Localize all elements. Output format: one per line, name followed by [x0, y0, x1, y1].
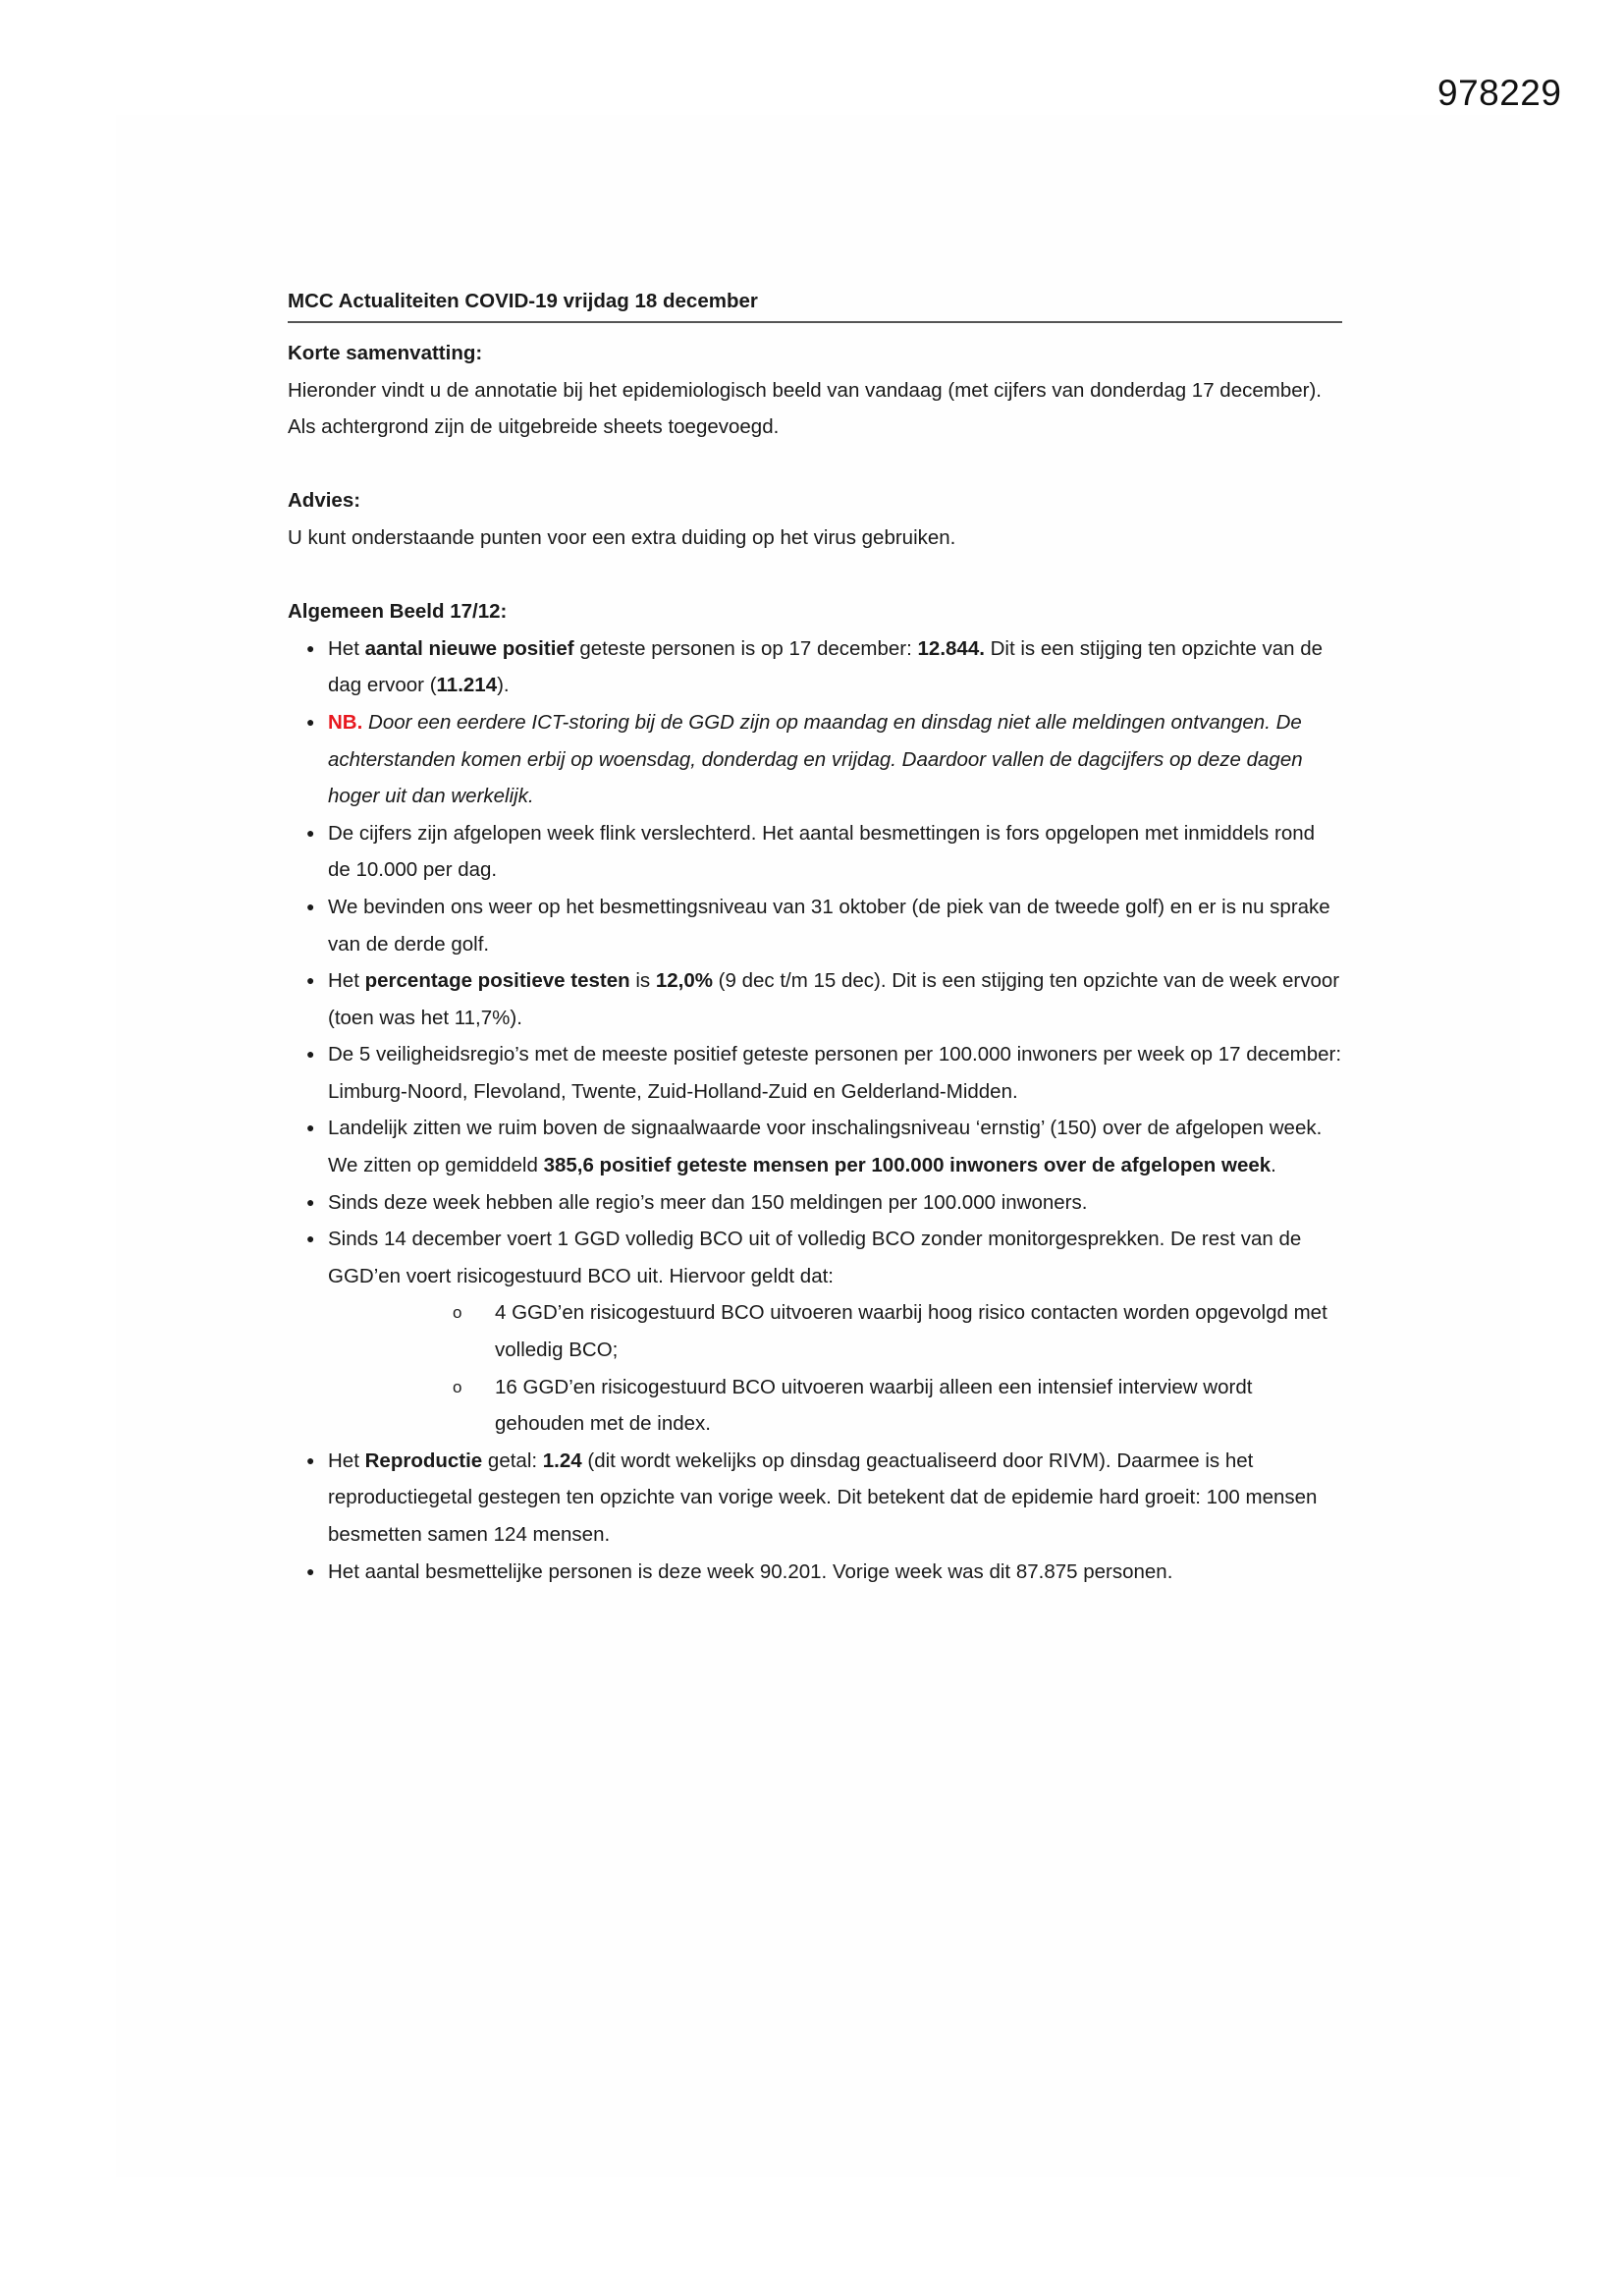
- bullet-icon: ●: [306, 1193, 315, 1210]
- text: Sinds 14 december voert 1 GGD volledig BCO uit of volledig BCO zonder monitorgesprekken. De rest van de GGD’en voert risicogestuurd BCO uit. Hiervoor geldt dat:: [328, 1228, 1302, 1287]
- list-item-contagious-persons: [288, 1554, 1342, 1591]
- text: ).: [497, 674, 510, 697]
- text: (dit wordt wekelijks op dinsdag geactualiseerd door RIVM). Daarmee is het reproductiegetal gestegen ten opzichte van vorige week. Dit betekent dat de epidemie hard groeit: 100 mensen besmetten samen 124 mensen.: [328, 1449, 1318, 1546]
- text: Het: [328, 636, 365, 660]
- list-item-bco: [288, 1221, 1342, 1443]
- text: Landelijk zitten we ruim boven de signaalwaarde voor inschalingsniveau ‘ernstig’ (150) over de afgelopen week. We zitten op gemiddeld: [328, 1117, 1323, 1177]
- bold-text: percentage positieve testen: [364, 969, 630, 993]
- list-item-all-regions: [288, 1184, 1342, 1222]
- bullet-icon: ●: [306, 639, 315, 656]
- bullet-icon: ●: [306, 1046, 315, 1063]
- summary-heading: Korte samenvatting:: [288, 342, 483, 364]
- text: 16 GGD’en risicogestuurd BCO uitvoeren waarbij alleen een intensief interview wordt gehouden met de index.: [495, 1375, 1253, 1436]
- previous-day-value: 11.214: [436, 674, 498, 697]
- bullet-icon: ●: [306, 824, 315, 841]
- bullet-icon: ●: [306, 898, 315, 914]
- text: De 5 veiligheidsregio’s met de meeste positief geteste personen per 100.000 inwoners per week op 17 december: Limburg-Noord, Flevoland, Twente, Zuid-Holland-Zuid en Gelderland-Midden.: [328, 1043, 1342, 1103]
- bullet-icon: ●: [306, 1451, 315, 1468]
- list-item-nb-notice: [288, 704, 1342, 815]
- list-item-infection-level: [288, 889, 1342, 962]
- list-item-reproduction-number: [288, 1443, 1342, 1554]
- general-picture-heading: Algemeen Beeld 17/12:: [288, 600, 508, 624]
- document-body: [288, 283, 1342, 1590]
- bold-text: aantal nieuwe positief: [364, 636, 574, 660]
- text: De cijfers zijn afgelopen week flink verslechterd. Het aantal besmettingen is fors opgelopen met inmiddels rond de 10.000 per dag.: [328, 821, 1316, 882]
- text: Dit is een stijging ten opzichte van de dag ervoor (: [328, 636, 1324, 697]
- document-title: MCC Actualiteiten COVID-19 vrijdag 18 december: [288, 283, 1342, 323]
- general-picture-list: [288, 630, 1342, 1590]
- list-item-new-positives: [288, 630, 1342, 704]
- text: Het: [328, 969, 365, 993]
- bullet-icon: ●: [306, 1120, 315, 1136]
- bold-text: Reproductie: [364, 1449, 483, 1472]
- list-item-positive-percentage: [288, 962, 1342, 1036]
- hollow-bullet-icon: o: [453, 1303, 462, 1323]
- summary-text: Hieronder vindt u de annotatie bij het epidemiologisch beeld van vandaag (met cijfers van donderdag 17 december). Als achtergrond zijn de uitgebreide sheets toegevoegd.: [288, 378, 1322, 439]
- text: geteste personen is op 17 december:: [573, 636, 918, 660]
- spacer: [288, 557, 1342, 594]
- bullet-icon: ●: [306, 713, 315, 730]
- national-average-value: 385,6 positief geteste mensen per 100.000 inwoners over de afgelopen week: [543, 1154, 1272, 1177]
- positive-percentage-value: 12,0%: [655, 969, 713, 993]
- sub-list-item: [328, 1294, 1342, 1368]
- list-item-figures-worsened: [288, 815, 1342, 889]
- bullet-icon: ●: [306, 972, 315, 989]
- text: We bevinden ons weer op het besmettingsniveau van 31 oktober (de piek van de tweede golf) en er is nu sprake van de derde golf.: [328, 895, 1330, 956]
- bullet-icon: ●: [306, 1230, 315, 1247]
- advice-text: U kunt onderstaande punten voor een extra duiding op het virus gebruiken.: [288, 525, 956, 549]
- advice-heading: Advies:: [288, 489, 361, 513]
- nb-label: NB.: [328, 710, 363, 734]
- text: Sinds deze week hebben alle regio’s meer dan 150 meldingen per 100.000 inwoners.: [328, 1190, 1088, 1214]
- list-item-top-regions: [288, 1036, 1342, 1110]
- text: Het aantal besmettelijke personen is deze week 90.201. Vorige week was dit 87.875 personen.: [328, 1559, 1173, 1583]
- document-id-number: 978229: [1437, 73, 1562, 113]
- text: is: [629, 969, 656, 993]
- text: Het: [328, 1449, 365, 1472]
- text: getal:: [482, 1449, 543, 1472]
- list-item-national-level: [288, 1110, 1342, 1183]
- bco-sub-list: [328, 1294, 1342, 1442]
- text: (9 dec t/m 15 dec). Dit is een stijging ten opzichte van de week ervoor (toen was het 11,7%).: [328, 969, 1340, 1029]
- new-positives-value: 12.844.: [917, 636, 985, 660]
- nb-text: Door een eerdere ICT-storing bij de GGD zijn op maandag en dinsdag niet alle meldingen ontvangen. De achterstanden komen erbij op woensdag, donderdag en vrijdag. Daardoor vallen de dagcijfers op deze dagen hoger uit dan werkelijk.: [328, 710, 1303, 808]
- text: .: [1271, 1154, 1276, 1177]
- reproduction-value: 1.24: [542, 1449, 582, 1472]
- sub-list-item: [328, 1369, 1342, 1443]
- bullet-icon: ●: [306, 1562, 315, 1579]
- hollow-bullet-icon: o: [453, 1377, 462, 1396]
- text: 4 GGD’en risicogestuurd BCO uitvoeren waarbij hoog risico contacten worden opgevolgd met volledig BCO;: [495, 1301, 1327, 1362]
- spacer: [288, 446, 1342, 483]
